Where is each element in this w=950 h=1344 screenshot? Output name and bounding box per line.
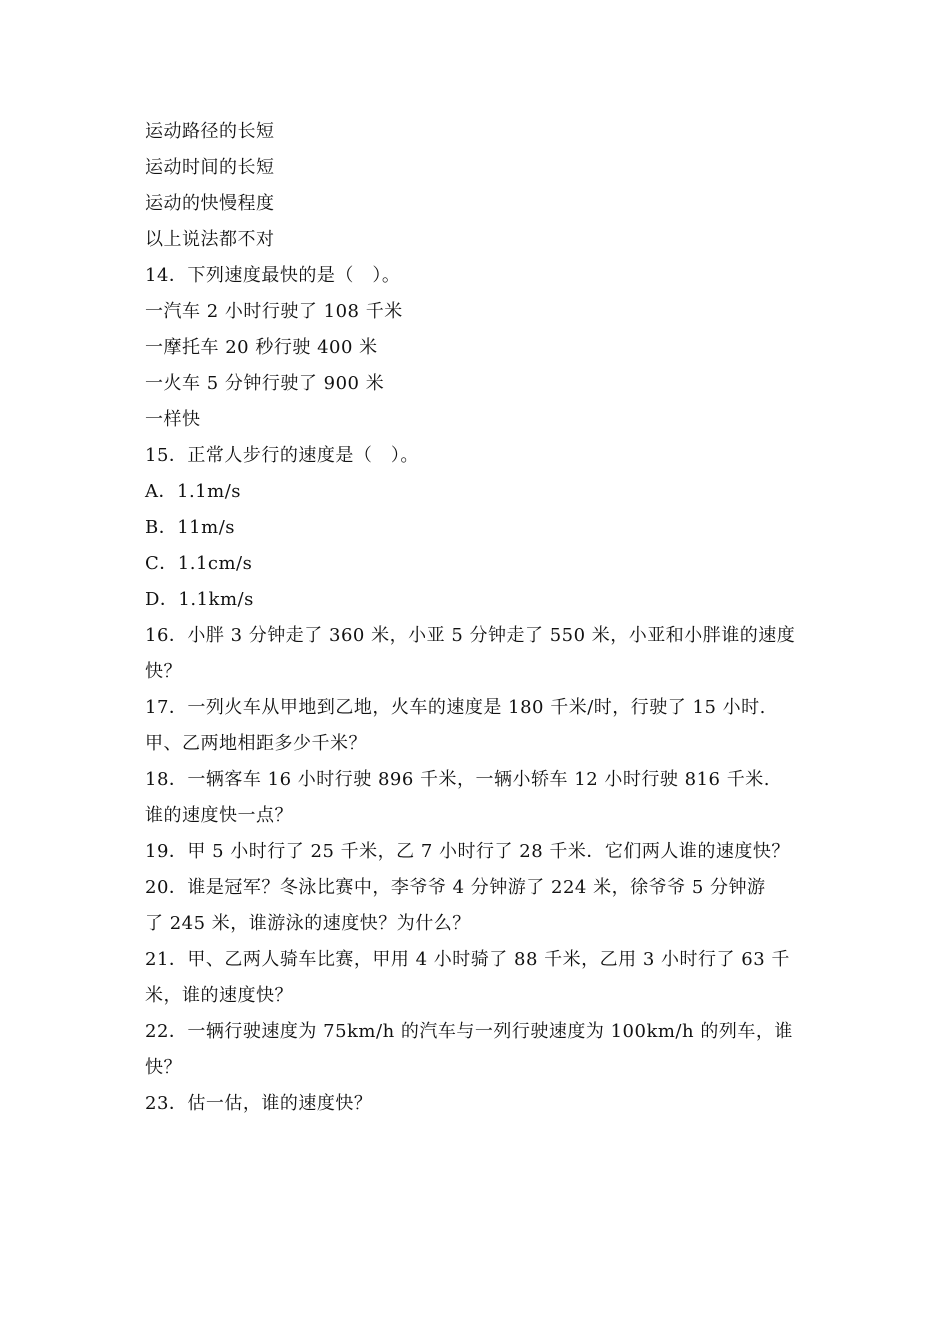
question-text: 17．一列火车从甲地到乙地，火车的速度是 180 千米/时，行驶了 15 小时. [145,697,766,718]
question-text: 甲、乙两地相距多少千米？ [145,733,367,754]
option-text: 一汽车 2 小时行驶了 108 千米 [145,301,403,322]
question-text: 18．一辆客车 16 小时行驶 896 千米，一辆小轿车 12 小时行驶 816 千米. [145,769,770,790]
option-text: 一摩托车 20 秒行驶 400 米 [145,337,378,358]
question-14 [145,258,825,438]
question-list [145,114,825,1122]
option-text: C．1.1cm/s [145,553,253,574]
question-15 [145,438,825,618]
question-13-options [145,114,825,258]
question-17 [145,690,825,762]
question-19 [145,834,825,870]
question-text: 米，谁的速度快？ [145,985,293,1006]
question-text: 谁的速度快一点？ [145,805,293,826]
option-text: 一火车 5 分钟行驶了 900 米 [145,373,385,394]
option-text: 运动路径的长短 [145,121,275,142]
option-text: 运动的快慢程度 [145,193,275,214]
question-stem: 15．正常人步行的速度是（ ）。 [145,445,419,466]
question-20 [145,870,825,942]
question-text: 了 245 米，谁游泳的速度快？为什么？ [145,913,471,934]
option-text: D．1.1km/s [145,589,254,610]
question-text: 快？ [145,661,182,682]
question-text: 22．一辆行驶速度为 75km/h 的汽车与一列行驶速度为 100km/h 的列车，谁 [145,1021,793,1042]
option-text: A．1.1m/s [145,481,241,502]
option-text: 运动时间的长短 [145,157,275,178]
question-stem: 14．下列速度最快的是（ ）。 [145,265,401,286]
question-text: 21．甲、乙两人骑车比赛，甲用 4 小时骑了 88 千米，乙用 3 小时行了 63 千 [145,949,790,970]
question-text: 20．谁是冠军？冬泳比赛中，李爷爷 4 分钟游了 224 米，徐爷爷 5 分钟游 [145,877,766,898]
question-18 [145,762,825,834]
question-text: 快？ [145,1057,182,1078]
question-23 [145,1086,825,1122]
question-16 [145,618,825,690]
option-text: B．11m/s [145,517,236,538]
question-text: 19．甲 5 小时行了 25 千米，乙 7 小时行了 28 千米．它们两人谁的速度快？ [145,841,790,862]
question-text: 23．估一估，谁的速度快？ [145,1093,373,1114]
question-22 [145,1014,825,1086]
option-text: 一样快 [145,409,201,430]
question-21 [145,942,825,1014]
option-text: 以上说法都不对 [145,229,275,250]
question-text: 16．小胖 3 分钟走了 360 米，小亚 5 分钟走了 550 米，小亚和小胖谁的速度 [145,625,796,646]
